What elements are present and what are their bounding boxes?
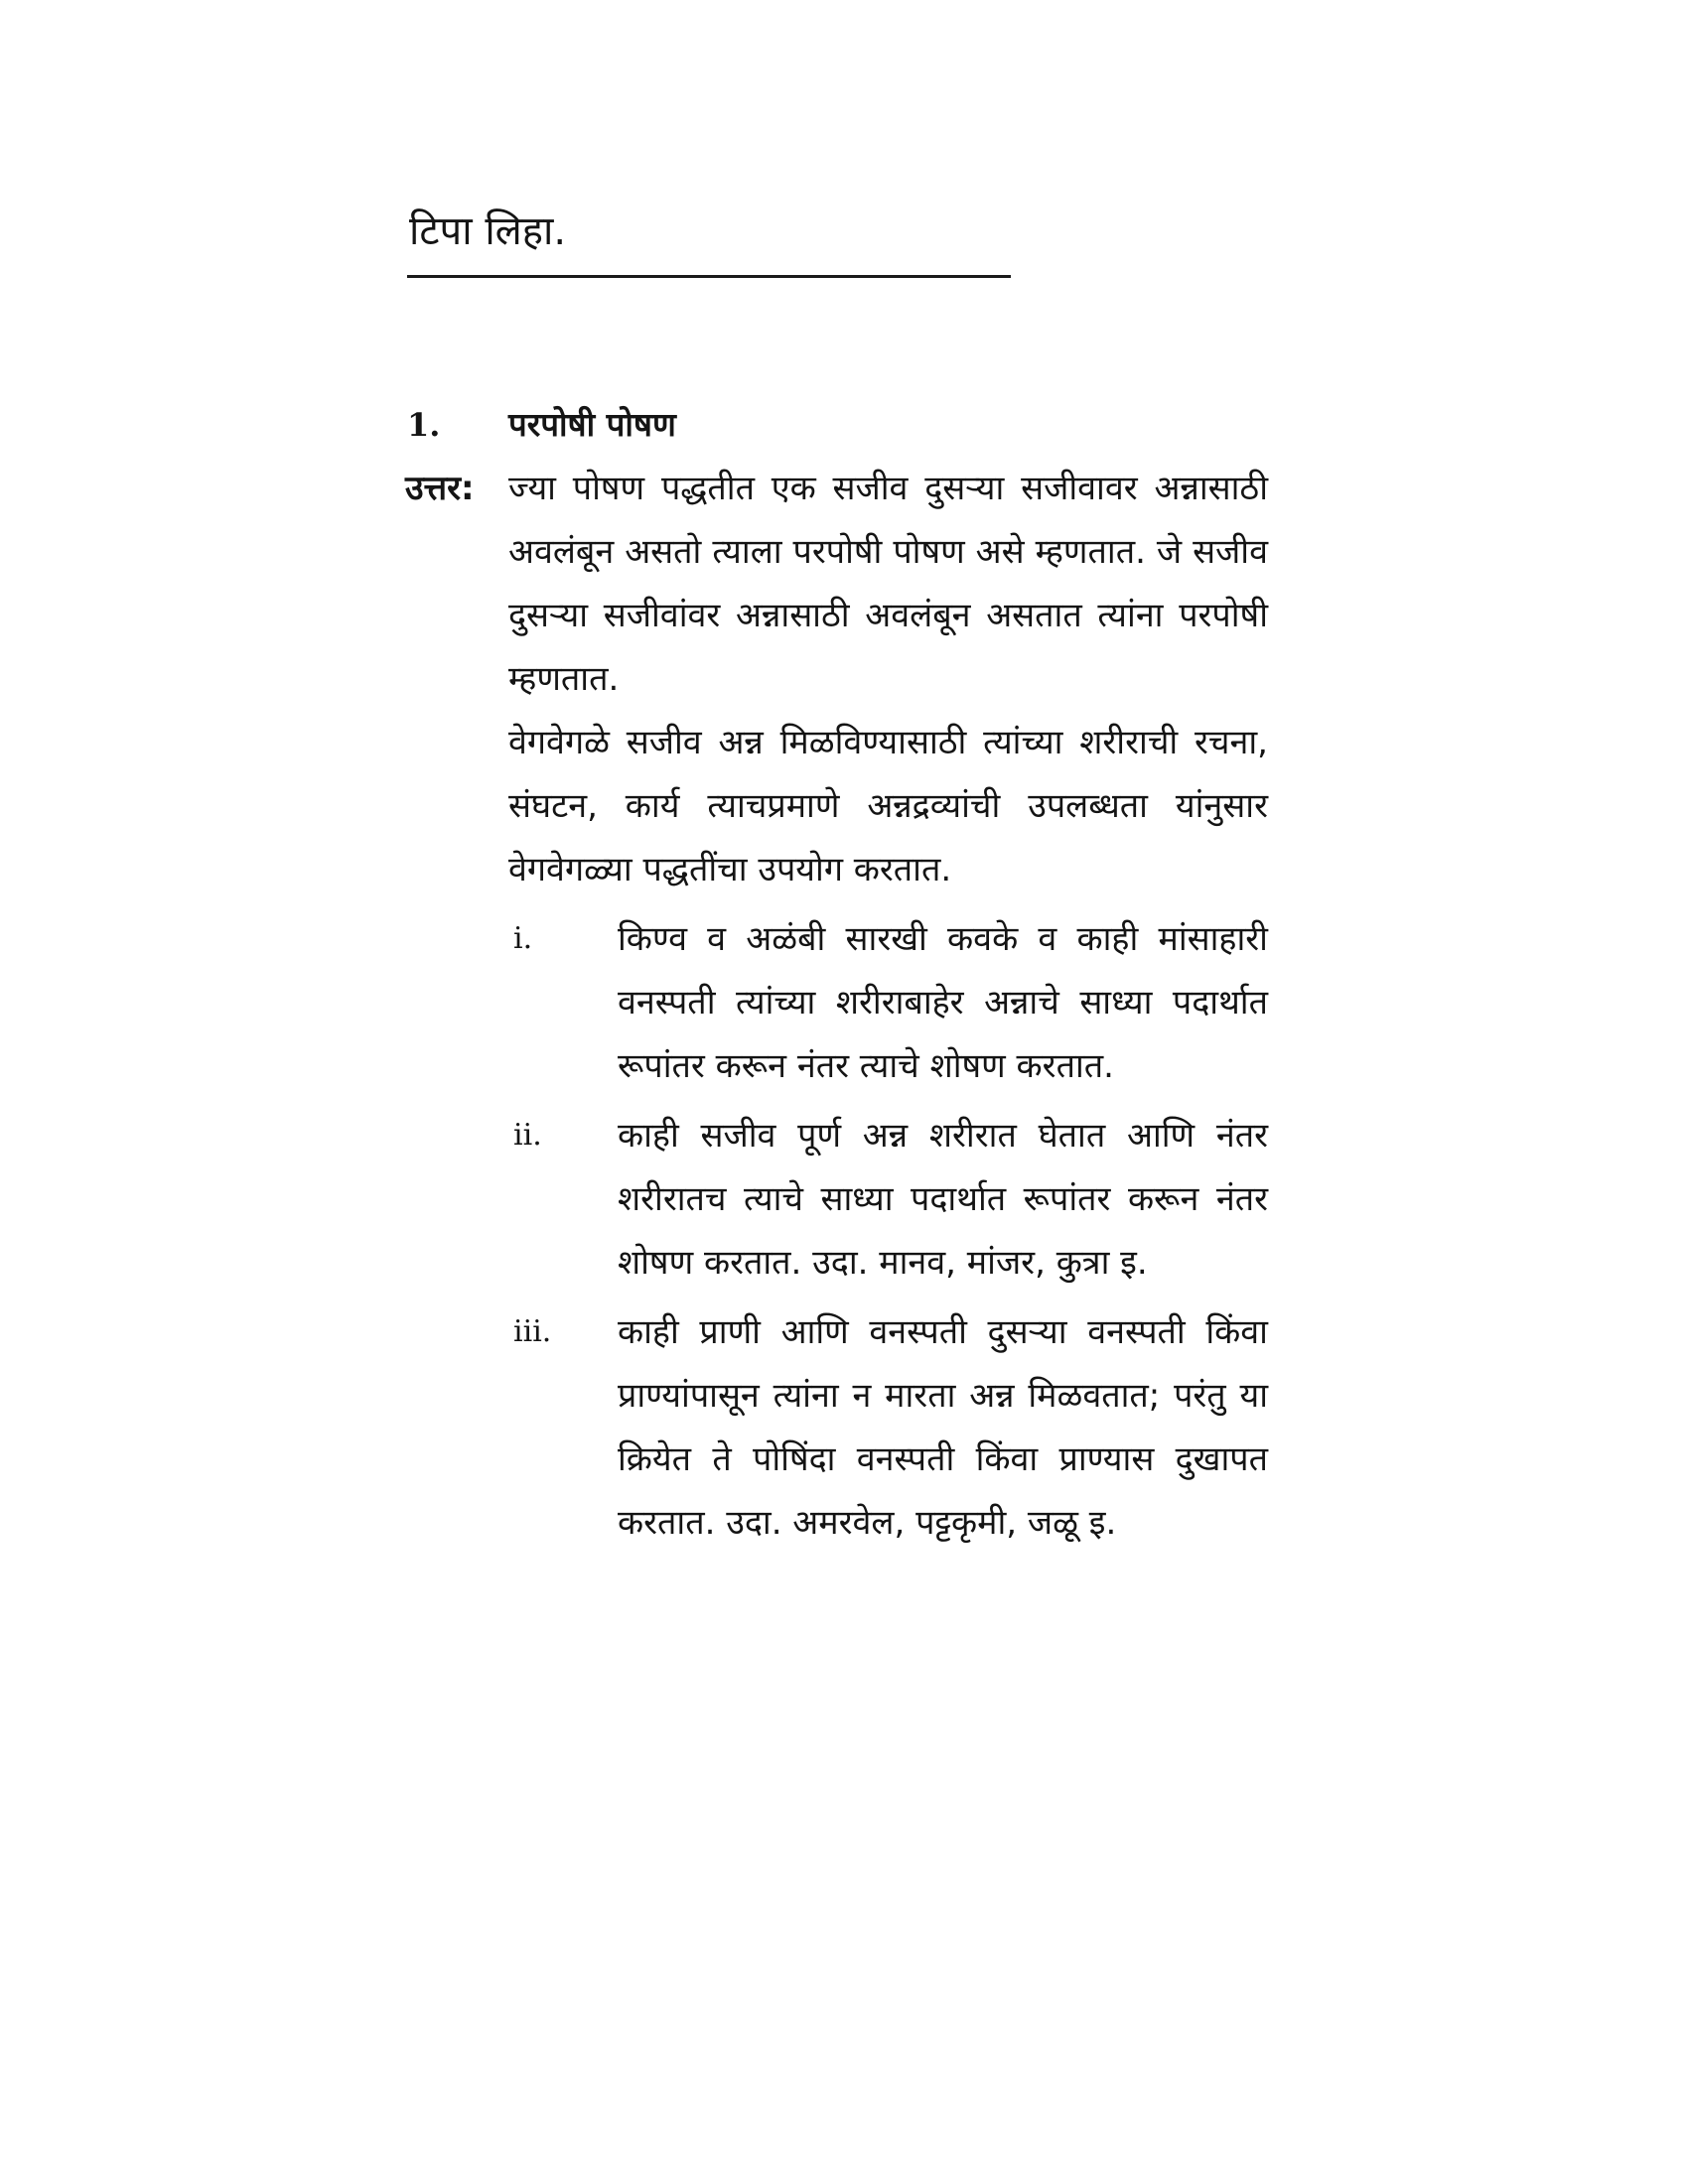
- question-title: परपोषी पोषण: [508, 405, 676, 444]
- answer-paragraph-methods: वेगवेगळे सजीव अन्न मिळविण्यासाठी त्यांच्या शरीराची रचना, संघटन, कार्य त्याचप्रमाणे अन्नद्रव्यांची उपलब्धता यांनुसार वेगवेगळ्या पद्धतींचा उपयोग करतात.: [508, 723, 1268, 889]
- list-item-marker: iii.: [513, 1314, 552, 1349]
- answer-body: [508, 457, 1268, 1555]
- heading-underline: [407, 275, 1011, 278]
- list-item: [508, 907, 1268, 1098]
- list-item: [508, 1300, 1268, 1555]
- page-heading: टिपा लिहा.: [409, 208, 567, 254]
- list-item-text: काही सजीव पूर्ण अन्न शरीरात घेतात आणि नंतर शरीरातच त्याचे साध्या पदार्थात रूपांतर करून नंतर शोषण करतात. उदा. मानव, मांजर, कुत्रा इ.: [618, 1116, 1268, 1283]
- question-number: 1.: [407, 406, 441, 444]
- list-item-marker: ii.: [513, 1118, 542, 1153]
- list-item-text: काही प्राणी आणि वनस्पती दुसऱ्या वनस्पती किंवा प्राण्यांपासून त्यांना न मारता अन्न मिळवतात; परंतु या क्रियेत ते पोषिंदा वनस्पती किंवा प्राण्यास दुखापत करतात. उदा. अमरवेल, पट्टकृमी, जळू इ.: [618, 1312, 1268, 1543]
- answer-paragraph-definition: ज्या पोषण पद्धतीत एक सजीव दुसऱ्या सजीवावर अन्नासाठी अवलंबून असतो त्याला परपोषी पोषण असे म्हणतात. जे सजीव दुसऱ्या सजीवांवर अन्नासाठी अवलंबून असतात त्यांना परपोषी म्हणतात.: [508, 469, 1268, 699]
- methods-list: [508, 907, 1268, 1555]
- answer-label: उत्तर:: [405, 469, 475, 508]
- list-item-text: किण्व व अळंबी सारखी कवके व काही मांसाहारी वनस्पती त्यांच्या शरीराबाहेर अन्नाचे साध्या पदार्थात रूपांतर करून नंतर त्याचे शोषण करतात.: [618, 919, 1268, 1086]
- list-item: [508, 1104, 1268, 1295]
- list-item-marker: i.: [513, 921, 533, 956]
